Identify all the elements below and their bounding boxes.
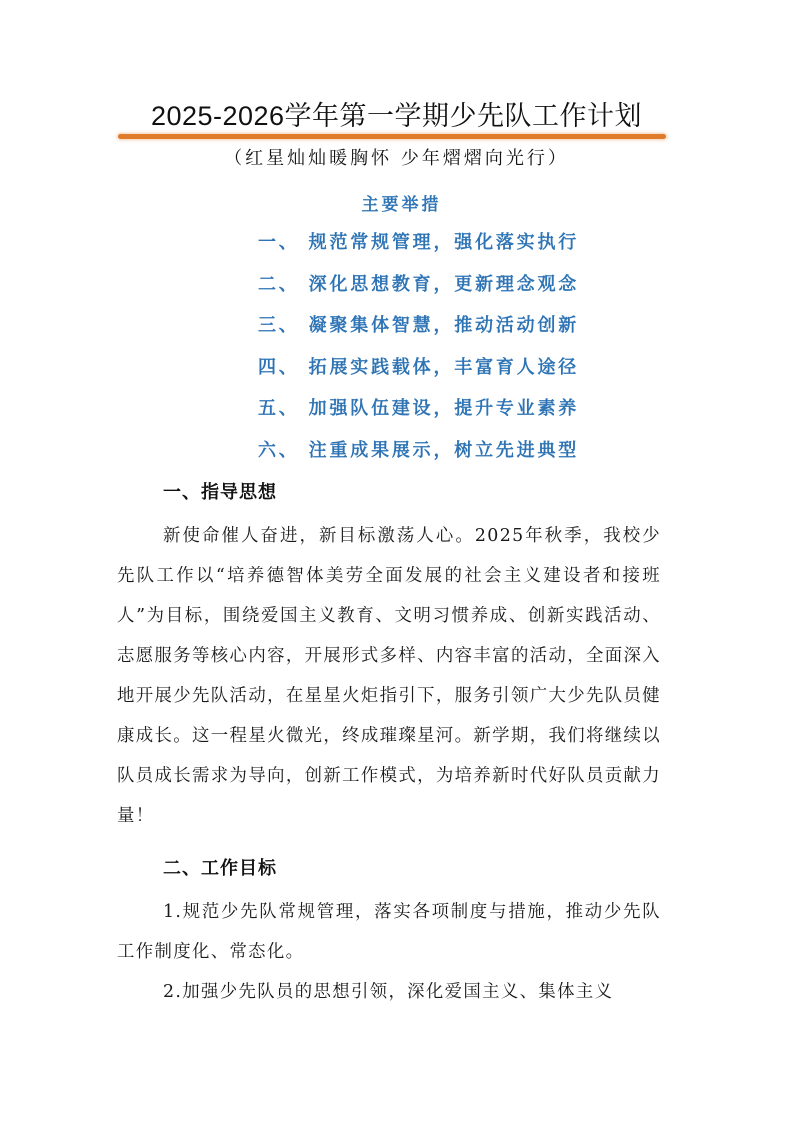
document-title: 2025-2026学年第一学期少先队工作计划: [150, 101, 643, 131]
section-heading-work-goals: 二、工作目标: [163, 858, 277, 879]
measure-item: 六、 注重成果展示，树立先进典型: [258, 439, 580, 461]
document-subtitle: （红星灿灿暖胸怀 少年熠熠向光行）: [224, 148, 569, 169]
paragraph-goal-2: 2.加强少先队员的思想引领，深化爱国主义、集体主义: [163, 982, 614, 1002]
measures-heading: 主要举措: [361, 195, 442, 215]
measures-list: [258, 228, 579, 477]
measure-item: 五、 加强队伍建设，提升专业素养: [258, 398, 580, 419]
paragraph-guiding-ideology: 新使命催人奋进，新目标激荡人心。2025年秋季，我校少先队工作以“培养德智体美劳全面发展的社会主义建设者和接班人”为目标，围绕爱国主义教育、文明习惯养成、创新实践活动、志愿服务等核心内容，开展形式多样、内容丰富的活动，全面深入地开展少先队活动，在星星火炬指引下，服务引领广大少先队员健康成长。这一程星火微光，终成璀璨星河。新学期，我们将继续以队员成长需求为导向，创新工作模式，为培养新时代好队员贡献力量！: [117, 526, 661, 826]
paragraph-goal-1: 1.规范少先队常规管理，落实各项制度与措施，推动少先队工作制度化、常态化。: [117, 902, 661, 962]
measure-item: 四、 拓展实践载体，丰富育人途径: [258, 356, 580, 378]
measure-item: 三、 凝聚集体智慧，推动活动创新: [258, 315, 580, 336]
measure-item: 一、 规范常规管理，强化落实执行: [258, 232, 580, 253]
title-underline-rule: [118, 134, 666, 139]
section-heading-guiding-ideology: 一、指导思想: [163, 482, 277, 503]
measure-item: 二、 深化思想教育，更新理念观念: [258, 273, 580, 295]
